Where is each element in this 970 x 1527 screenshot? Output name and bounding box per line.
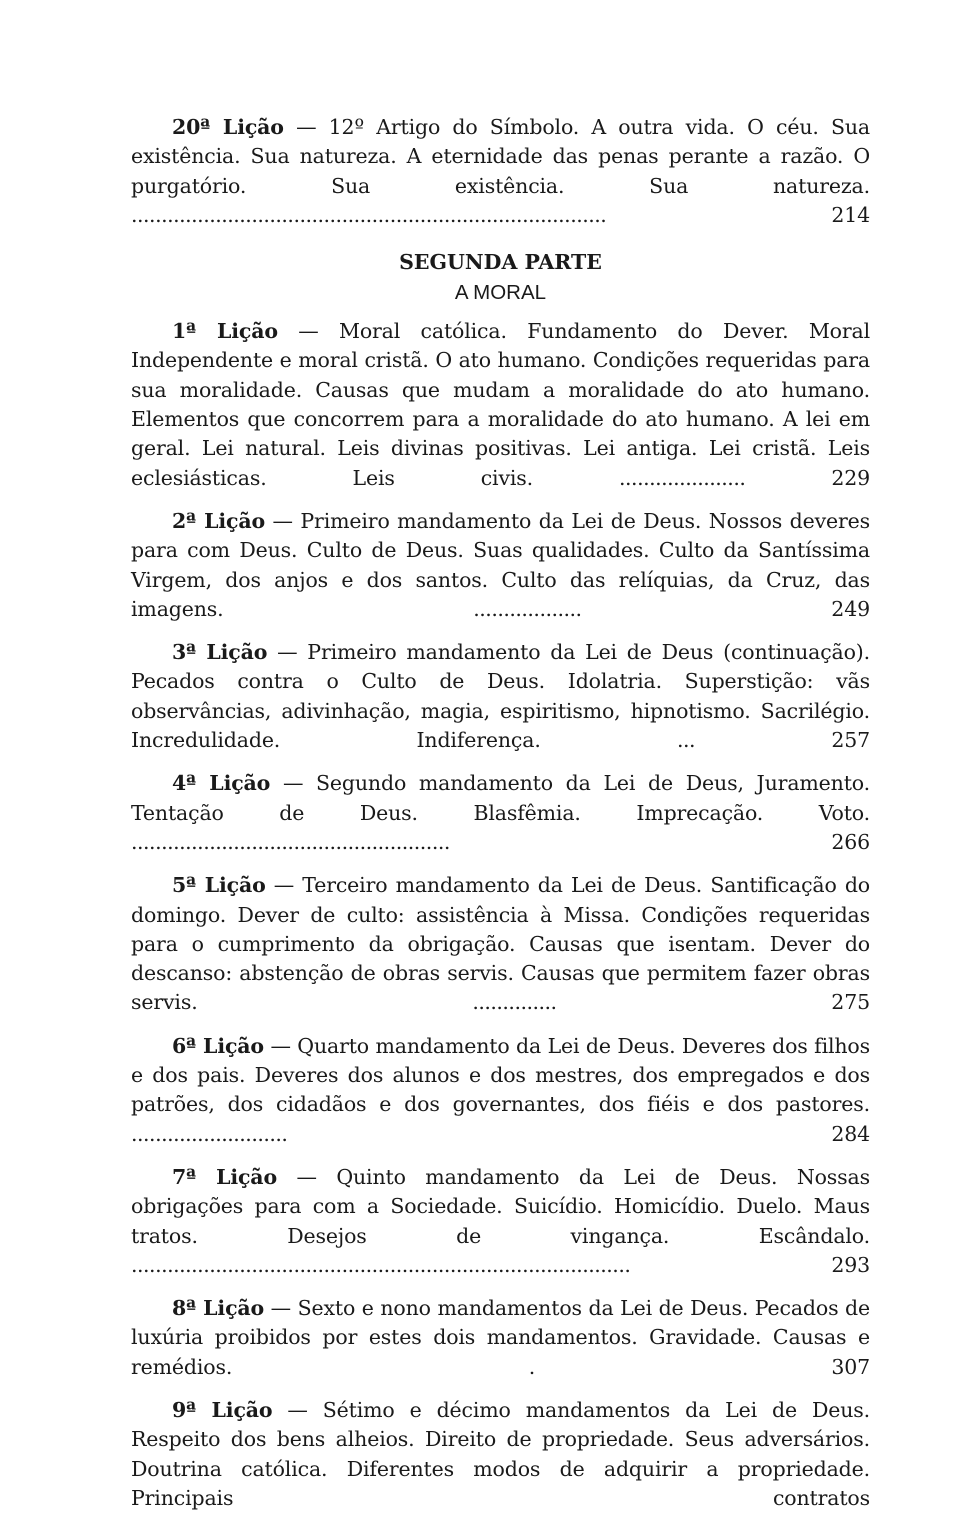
lesson-description: — Sétimo e décimo mandamentos da Lei de Deus. Respeito dos bens alheios. Direito de propriedade. Seus adversários. Doutrina católica. Diferentes modos de adquirir a propriedade. Principais contratos (131, 1397, 871, 1510)
leader-dots: ..................... (619, 465, 746, 490)
toc-entry-lesson-2 (131, 507, 870, 624)
leader-dots: .................. (473, 596, 582, 621)
toc-entry-lesson-9 (131, 1396, 870, 1513)
lesson-label: 9ª Lição (172, 1397, 273, 1422)
lesson-description: — Quinto mandamento da Lei de Deus. Nossas obrigações para com a Sociedade. Suicídio. Homicídio. Duelo. Maus tratos. Desejos de vingança. Escândalo. (131, 1164, 870, 1248)
lesson-description: — Segundo mandamento da Lei de Deus, Juramento. Tentação de Deus. Blasfêmia. Imprecação. Voto. (131, 771, 870, 825)
leader-dots: ............................................................................... (131, 202, 607, 227)
lesson-description: — Terceiro mandamento da Lei de Deus. Santificação do domingo. Dever de culto: assistência à Missa. Condições requeridas para o cumprimento da obrigação. Causas que isentam. Dever do descanso: abstenção de obras servis. Causas que permitem fazer obras servis. (131, 873, 871, 1015)
part-heading (131, 248, 870, 307)
leader-dots: .............. (472, 990, 557, 1015)
lesson-description: — Primeiro mandamento da Lei de Deus. Nossos deveres para com Deus. Culto de Deus. Suas qualidades. Culto da Santíssima Virgem, dos anjos e dos santos. Culto das relíquias, da Cruz, das imagens. (131, 508, 870, 621)
page-number: 307 (534, 1354, 870, 1379)
leader-dots: ... (676, 728, 696, 753)
lesson-label: 4ª Lição (172, 771, 271, 796)
page-number: 275 (556, 990, 870, 1015)
lesson-description: — Moral católica. Fundamento do Dever. Moral Independente e moral cristã. O ato humano. Condições requeridas para sua moralidade. Causas que mudam a moralidade do ato humano. Elementos que concorrem para a moralidade do ato humano. A lei em geral. Lei natural. Leis divinas positivas. Lei antiga. Lei cristã. Leis eclesiásticas. Leis civis. (131, 319, 870, 490)
leader-dots: ................................................................................... (131, 1252, 631, 1277)
leader-dots: ..................................................... (131, 829, 450, 854)
page-number: 229 (745, 465, 871, 490)
page-number: 284 (287, 1121, 870, 1146)
toc-entry-lesson-8 (131, 1294, 870, 1382)
toc-entry-lesson-1 (131, 317, 870, 493)
leader-dots: . (528, 1354, 535, 1379)
lesson-label: 5ª Lição (172, 873, 266, 898)
lesson-description: — Quarto mandamento da Lei de Deus. Deveres dos filhos e dos pais. Deveres dos alunos e dos mestres, dos empregados e dos patrões, dos cidadãos e dos governantes, dos fiéis e dos pastores. (131, 1033, 870, 1117)
table-of-contents (131, 113, 870, 1527)
leader-dots: .......................... (131, 1121, 288, 1146)
lesson-label: 3ª Lição (172, 640, 268, 665)
page-number: 257 (695, 728, 871, 753)
toc-entry-lesson-5 (131, 871, 870, 1017)
part-subtitle: A MORAL (454, 280, 547, 304)
toc-entry-lesson-4 (131, 769, 870, 857)
toc-entry-lesson-20 (131, 113, 870, 230)
lesson-label: 1ª Lição (172, 319, 278, 344)
lesson-label: 6ª Lição (172, 1033, 264, 1058)
part-title: SEGUNDA PARTE (399, 250, 602, 275)
page-number: 214 (606, 202, 870, 227)
toc-entry-lesson-3 (131, 638, 870, 755)
toc-entry-lesson-7 (131, 1163, 870, 1280)
page-number: 293 (630, 1252, 870, 1277)
page-number: 266 (449, 829, 870, 854)
page-number: 249 (581, 596, 870, 621)
lesson-label: 8ª Lição (172, 1296, 265, 1321)
toc-entry-lesson-6 (131, 1032, 870, 1149)
lesson-label: 20ª Lição (172, 115, 284, 139)
lesson-description: — Primeiro mandamento da Lei de Deus (continuação). Pecados contra o Culto de Deus. Idolatria. Superstição: vãs observâncias, adivinhação, magia, espiritismo, hipnotismo. Sacrilégio. Incredulidade. Indiferença. (131, 640, 871, 753)
lesson-description: — Sexto e nono mandamentos da Lei de Deus. Pecados de luxúria proibidos por estes dois mandamentos. Gravidade. Causas e remédios. (131, 1296, 870, 1379)
lesson-label: 7ª Lição (172, 1164, 277, 1189)
lesson-label: 2ª Lição (172, 508, 265, 533)
lesson-description: — 12º Artigo do Símbolo. A outra vida. O céu. Sua existência. Sua natureza. A eternidade das penas perante a razão. O purgatório. Sua existência. Sua natureza. (131, 115, 871, 198)
